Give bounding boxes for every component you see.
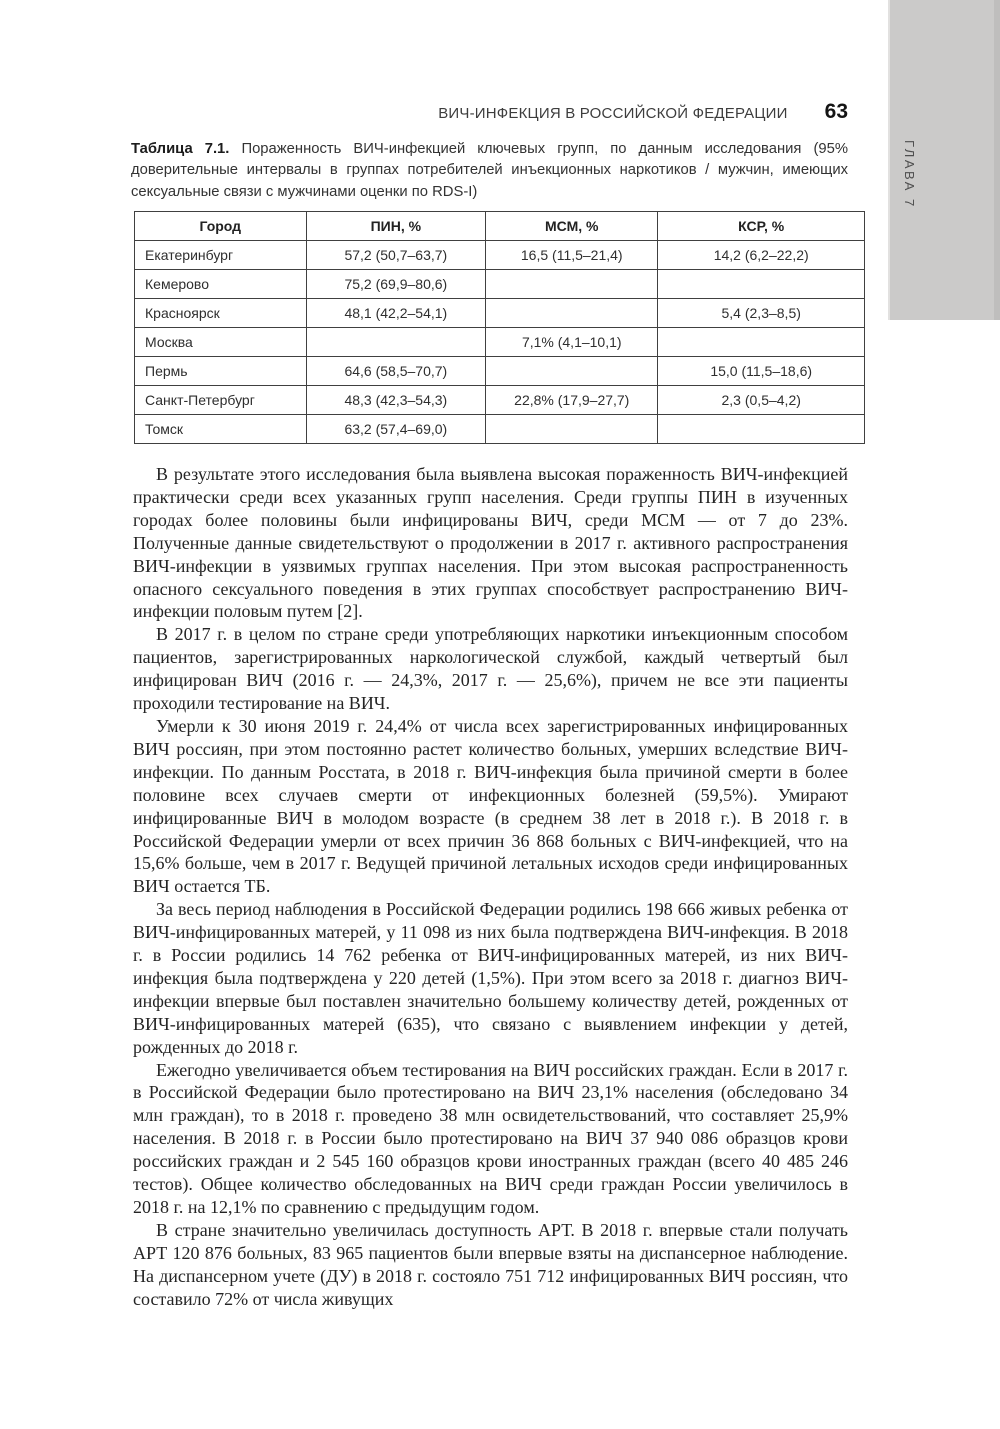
cell-msm <box>486 299 658 328</box>
cell-ksr <box>658 415 865 444</box>
table-row <box>135 328 865 357</box>
cell-city: Москва <box>135 328 307 357</box>
page-number: 63 <box>824 100 848 123</box>
cell-ksr <box>658 328 865 357</box>
cell-msm: 7,1% (4,1–10,1) <box>486 328 658 357</box>
table-row <box>135 386 865 415</box>
table-row <box>135 241 865 270</box>
paragraph: За весь период наблюдения в Российской Федерации родились 198 666 живых ребенка от ВИЧ-инфицированных матерей, у 11 098 из них была подтверждена ВИЧ-инфекция. В 2018 г. в России родились 14 762 ребенка от ВИЧ-инфицированных матерей, из них ВИЧ-инфекция была подтверждена у 220 детей (1,5%). При этом всего за 2018 г. диагноз ВИЧ-инфекции впервые был поставлен значительно большему количеству детей, рожденных от ВИЧ-инфицированных матерей (635), что связано с выявлением инфекции у детей, рожденных до 2018 г. <box>133 899 848 1057</box>
running-head <box>133 100 848 124</box>
cell-pin: 63,2 (57,4–69,0) <box>306 415 486 444</box>
chapter-tab-label: ГЛАВА 7 <box>902 140 917 209</box>
table-caption-label: Таблица 7.1. <box>131 141 230 157</box>
cell-msm <box>486 270 658 299</box>
table-header-row <box>135 212 865 241</box>
cell-city: Пермь <box>135 357 307 386</box>
cell-pin: 75,2 (69,9–80,6) <box>306 270 486 299</box>
cell-ksr: 15,0 (11,5–18,6) <box>658 357 865 386</box>
cell-ksr: 2,3 (0,5–4,2) <box>658 386 865 415</box>
col-header-pin: ПИН, % <box>306 212 486 241</box>
cell-msm: 22,8% (17,9–27,7) <box>486 386 658 415</box>
cell-ksr: 5,4 (2,3–8,5) <box>658 299 865 328</box>
table-caption-text: Пораженность ВИЧ-инфекцией ключевых групп, по данным исследования (95% доверительные интервалы в группах потребителей инъекционных наркотиков / мужчин, имеющих сексуальные связи с мужчинами оценки по RDS-I) <box>131 141 849 200</box>
col-header-msm: МСМ, % <box>486 212 658 241</box>
cell-msm: 16,5 (11,5–21,4) <box>486 241 658 270</box>
table-row <box>135 415 865 444</box>
cell-pin <box>306 328 486 357</box>
cell-msm <box>486 415 658 444</box>
cell-pin: 48,3 (42,3–54,3) <box>306 386 486 415</box>
paragraph: Ежегодно увеличивается объем тестирования на ВИЧ российских граждан. Если в 2017 г. в Российской Федерации было протестировано на ВИЧ 23,1% населения (обследовано 34 млн граждан), то в 2018 г. проведено 38 млн освидетельствований, что составляет 25,9% населения. В 2018 г. в России было протестировано на ВИЧ 37 940 086 образцов крови российских граждан и 2 545 160 образцов крови иностранных граждан (всего 40 485 246 тестов). Общее количество обследованных на ВИЧ среди граждан России увеличилось в 2018 г. на 12,1% по сравнению с предыдущим годом. <box>133 1059 848 1217</box>
chapter-tab <box>888 0 1000 320</box>
paragraph: В стране значительно увеличилась доступность АРТ. В 2018 г. впервые стали получать АРТ 120 876 больных, 83 965 пациентов были впервые взяты на диспансерное наблюдение. На диспансерном учете (ДУ) в 2018 г. состояло 751 712 инфицированных ВИЧ россиян, что составило 72% от числа живущих <box>133 1219 848 1309</box>
cell-city: Красноярск <box>135 299 307 328</box>
cell-pin: 48,1 (42,2–54,1) <box>306 299 486 328</box>
cell-city: Кемерово <box>135 270 307 299</box>
cell-pin: 64,6 (58,5–70,7) <box>306 357 486 386</box>
table-row <box>135 270 865 299</box>
cell-city: Екатеринбург <box>135 241 307 270</box>
col-header-city: Город <box>135 212 307 241</box>
paragraph: В результате этого исследования была выявлена высокая пораженность ВИЧ-инфекцией практически среди всех указанных групп населения. Среди группы ПИН в изученных городах более половины были инфицированы ВИЧ, среди МСМ — от 7 до 23%. Полученные данные свидетельствуют о продолжении в 2017 г. активного распространения ВИЧ-инфекции в уязвимых группах населения. При этом высокая распространенность опасного сексуального поведения в этих группах способствует распространению ВИЧ-инфекции половым путем [2]. <box>133 464 848 622</box>
cell-city: Санкт-Петербург <box>135 386 307 415</box>
paragraph: В 2017 г. в целом по стране среди употребляющих наркотики инъекционным способом пациентов, зарегистрированных наркологической службой, каждый четвертый был инфицирован ВИЧ (2016 г. — 24,3%, 2017 г. — 25,6%), причем не все эти пациенты проходили тестирование на ВИЧ. <box>133 624 848 714</box>
cell-ksr <box>658 270 865 299</box>
cell-city: Томск <box>135 415 307 444</box>
prevalence-table <box>134 211 865 444</box>
body-text <box>133 463 848 1311</box>
col-header-ksr: КСР, % <box>658 212 865 241</box>
cell-pin: 57,2 (50,7–63,7) <box>306 241 486 270</box>
table-row <box>135 299 865 328</box>
table-row <box>135 357 865 386</box>
cell-ksr: 14,2 (6,2–22,2) <box>658 241 865 270</box>
running-title: ВИЧ-ИНФЕКЦИЯ В РОССИЙСКОЙ ФЕДЕРАЦИИ <box>438 105 788 122</box>
cell-msm <box>486 357 658 386</box>
prevalence-table-wrap <box>134 211 865 444</box>
paragraph: Умерли к 30 июня 2019 г. 24,4% от числа всех зарегистрированных инфицированных ВИЧ россиян, при этом постоянно растет количество больных, умерших вследствие ВИЧ-инфекции. По данным Росстата, в 2018 г. ВИЧ-инфекция была причиной смерти в более половине всех случаев смерти от инфекционных болезней (59,5%). Умирают инфицированные ВИЧ в молодом возрасте (в среднем 38 лет в 2018 г.). В 2018 г. в Российской Федерации умерли от всех причин 36 868 больных с ВИЧ-инфекцией, что на 15,6% больше, чем в 2017 г. Ведущей причиной летальных исходов среди инфицированных ВИЧ остается ТБ. <box>133 715 848 897</box>
table-caption <box>131 139 848 203</box>
